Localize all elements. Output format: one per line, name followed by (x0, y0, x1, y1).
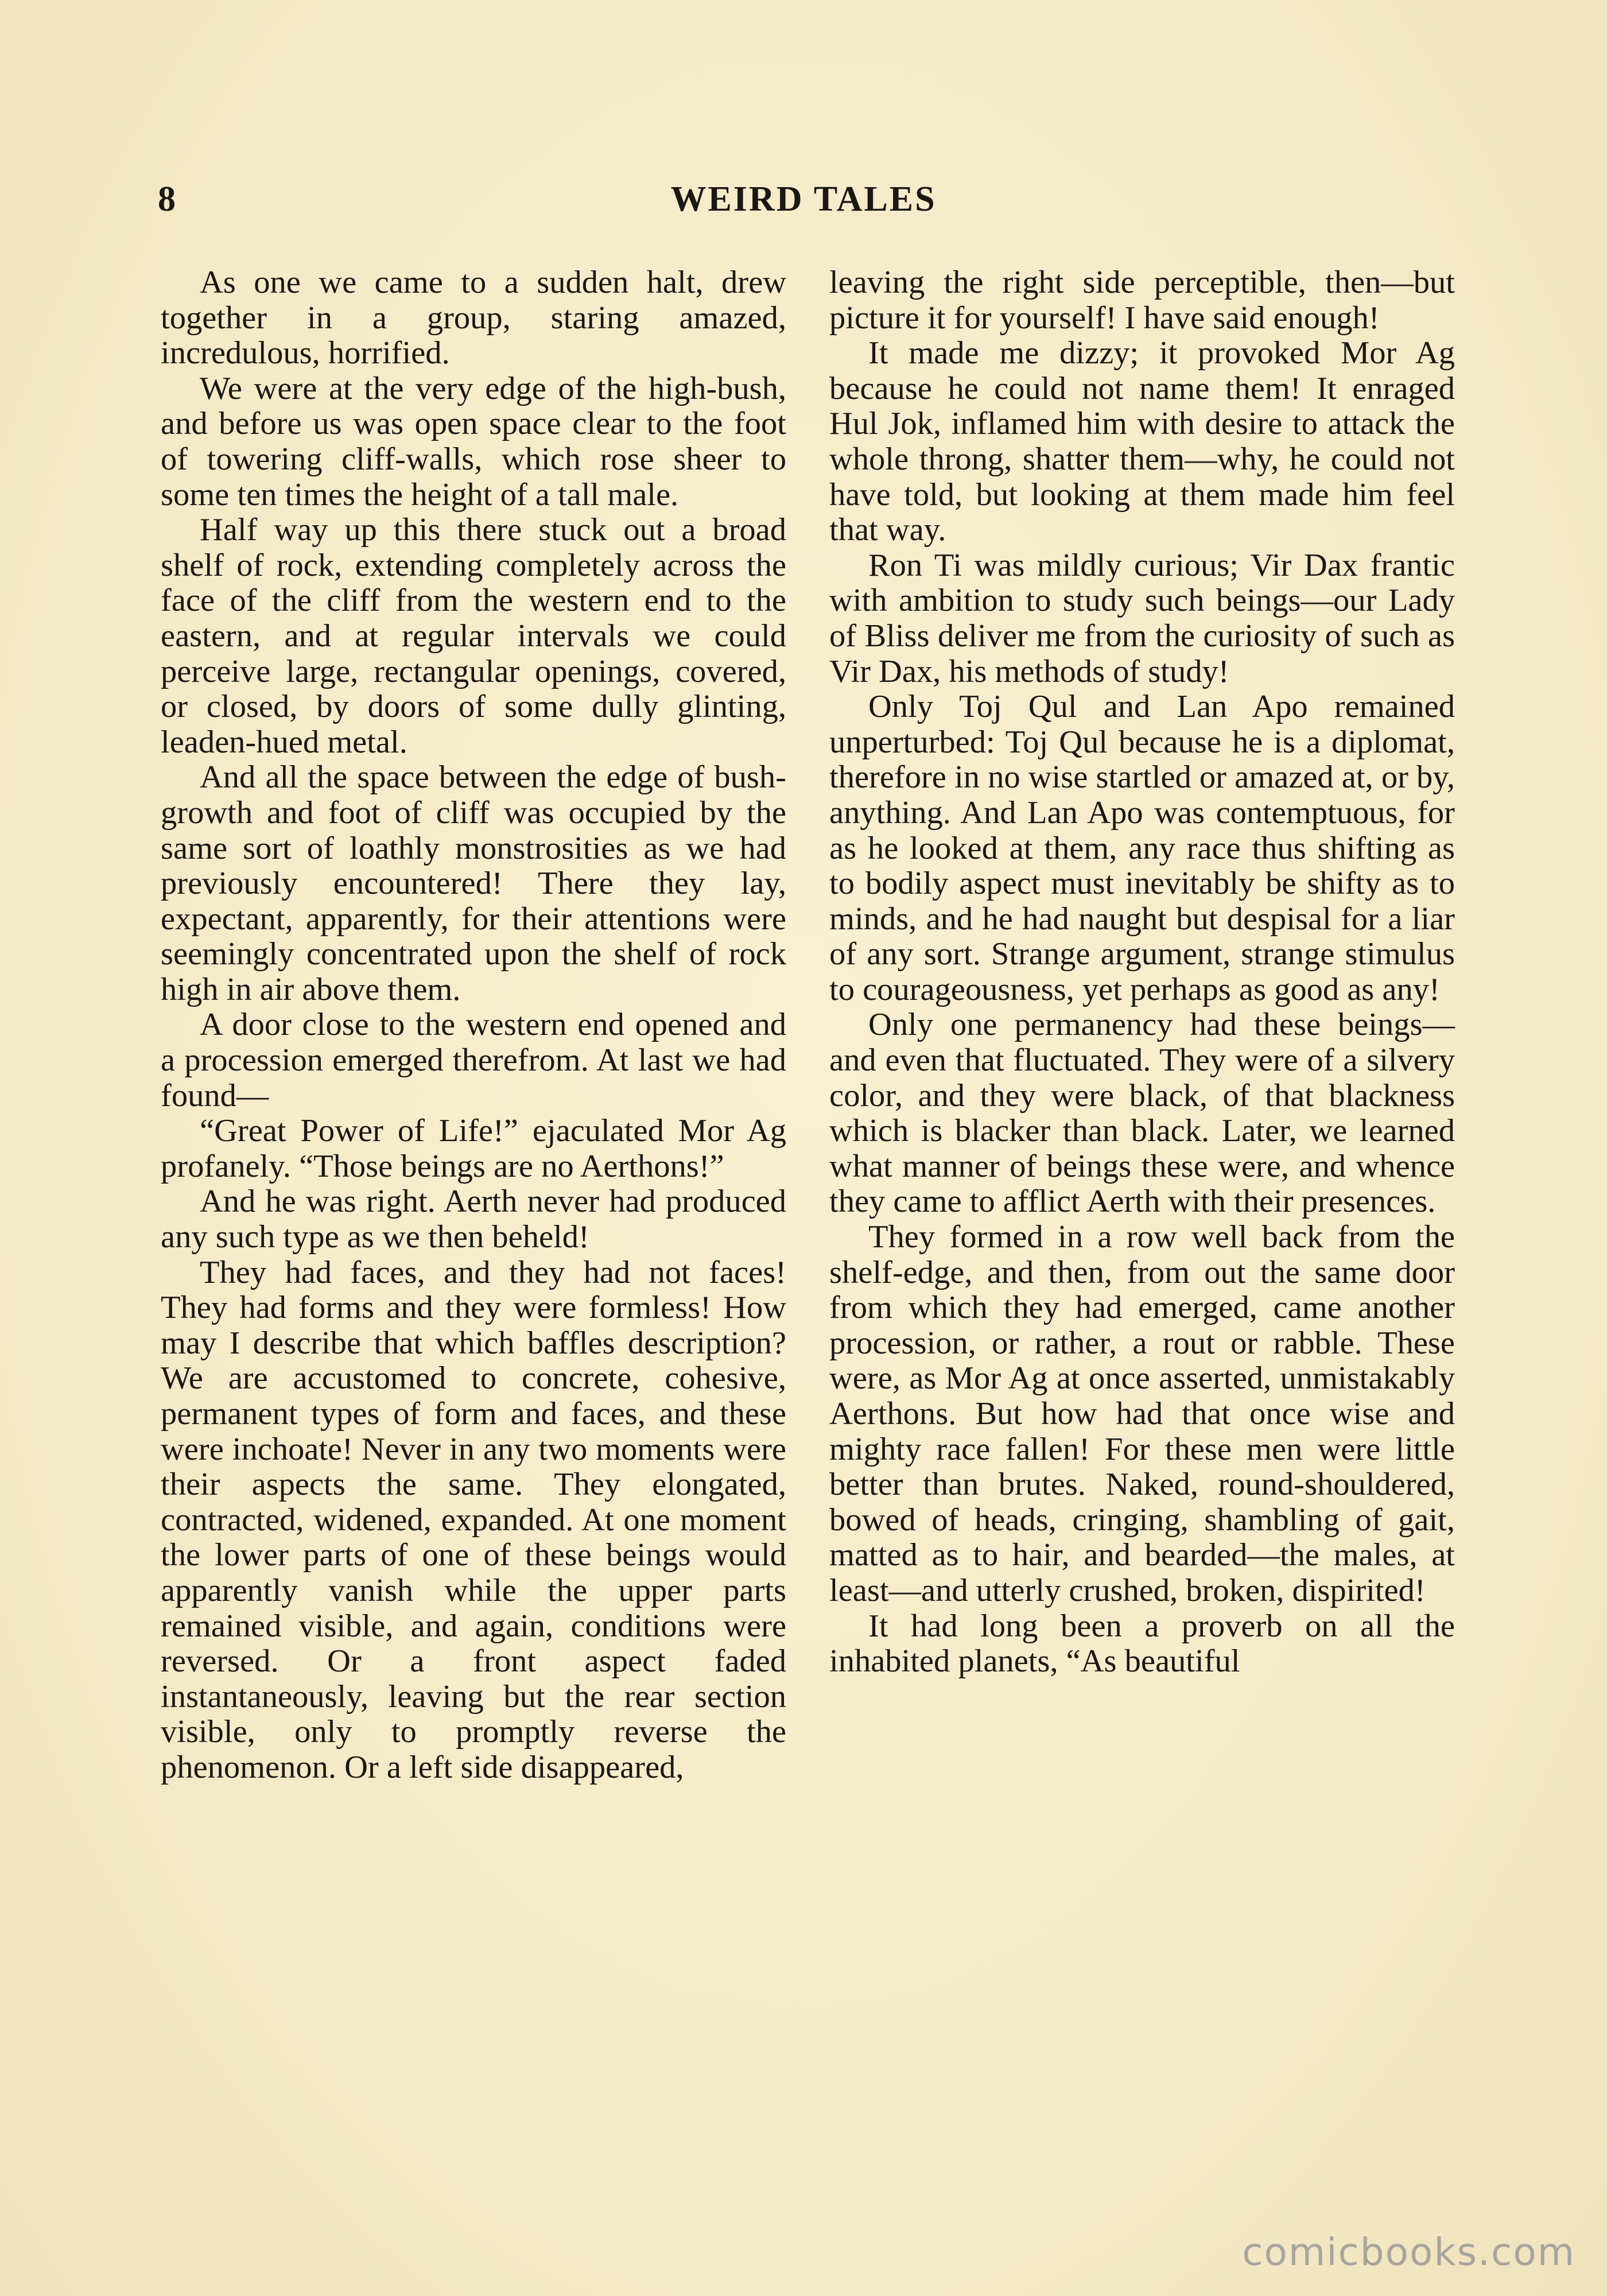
running-head (158, 179, 1449, 225)
paragraph: “Great Power of Life!” ejaculated Mor Ag profanely. “Those beings are no Aerthons!” (161, 1113, 786, 1184)
right-text-column (829, 265, 1455, 1680)
paragraph: Ron Ti was mildly curious; Vir Dax frantic with ambition to study such beings—our Lady of Bliss deliver me from the curiosity of such as Vir Dax, his methods of study! (829, 547, 1455, 689)
paragraph: And he was right. Aerth never had produced any such type as we then beheld! (161, 1184, 786, 1255)
paragraph: A door close to the western end opened and a procession emerged therefrom. At last we had found— (161, 1007, 786, 1114)
paragraph: Only Toj Qul and Lan Apo remained unperturbed: Toj Qul because he is a diplomat, therefore in no wise startled or amazed at, or by, anything. And Lan Apo was contemptuous, for as he looked at them, any race thus shifting as to bodily aspect must inevitably be shifty as to minds, and he had naught but despisal for a liar of any sort. Strange argument, strange stimulus to courageousness, yet perhaps as good as any! (829, 689, 1455, 1007)
paragraph: As one we came to a sudden halt, drew together in a group, staring amazed, incredulous, horrified. (161, 265, 786, 371)
paragraph: And all the space between the edge of bush-growth and foot of cliff was occupied by the same sort of loathly monstrosities as we had previously encountered! There they lay, expectant, apparently, for their attentions were seemingly concentrated upon the shelf of rock high in air above them. (161, 759, 786, 1007)
journal-title: WEIRD TALES (670, 180, 937, 219)
paragraph: They formed in a row well back from the shelf-edge, and then, from out the same door from which they had emerged, came another procession, or rather, a rout or rabble. These were, as Mor Ag at once asserted, unmistakably Aerthons. But how had that once wise and mighty race fallen! For these men were little better than brutes. Naked, round-shouldered, bowed of heads, cringing, shambling of gait, matted as to hair, and bearded—the males, at least—and utterly crushed, broken, dispirited! (829, 1219, 1455, 1608)
left-text-column (161, 265, 786, 1786)
paragraph: They had faces, and they had not faces! They had forms and they were formless! How may I describe that which baffles description? We are accustomed to concrete, cohesive, permanent types of form and faces, and these were inchoate! Never in any two moments were their aspects the same. They elongated, contracted, widened, expanded. At one moment the lower parts of one of these beings would apparently vanish while the upper parts remained visible, and again, conditions were reversed. Or a front aspect faded instantaneously, leaving but the rear section visible, only to promptly reverse the phenomenon. Or a left side disappeared, (161, 1254, 786, 1785)
source-watermark: comicbooks.com (1242, 2230, 1575, 2274)
paragraph: Half way up this there stuck out a broad shelf of rock, extending completely across the face of the cliff from the western end to the eastern, and at regular intervals we could perceive large, rectangular openings, covered, or closed, by doors of some dully glinting, leaden-hued metal. (161, 512, 786, 760)
paragraph: It had long been a proverb on all the inhabited planets, “As beautiful (829, 1608, 1455, 1680)
paragraph: Only one permanency had these beings—and even that fluctuated. They were of a silvery color, and they were black, of that blackness which is blacker than black. Later, we learned what manner of beings these were, and whence they came to afflict Aerth with their presences. (829, 1007, 1455, 1220)
paragraph: It made me dizzy; it provoked Mor Ag because he could not name them! It enraged Hul Jok, inflamed him with desire to attack the whole throng, shatter them—why, he could not have told, but looking at them made him feel that way. (829, 335, 1455, 548)
page-number: 8 (158, 180, 176, 219)
paragraph-continued: leaving the right side perceptible, then—but picture it for yourself! I have said enough! (829, 265, 1455, 336)
paragraph: We were at the very edge of the high-bush, and before us was open space clear to the foot of towering cliff-walls, which rose sheer to some ten times the height of a tall male. (161, 370, 786, 513)
